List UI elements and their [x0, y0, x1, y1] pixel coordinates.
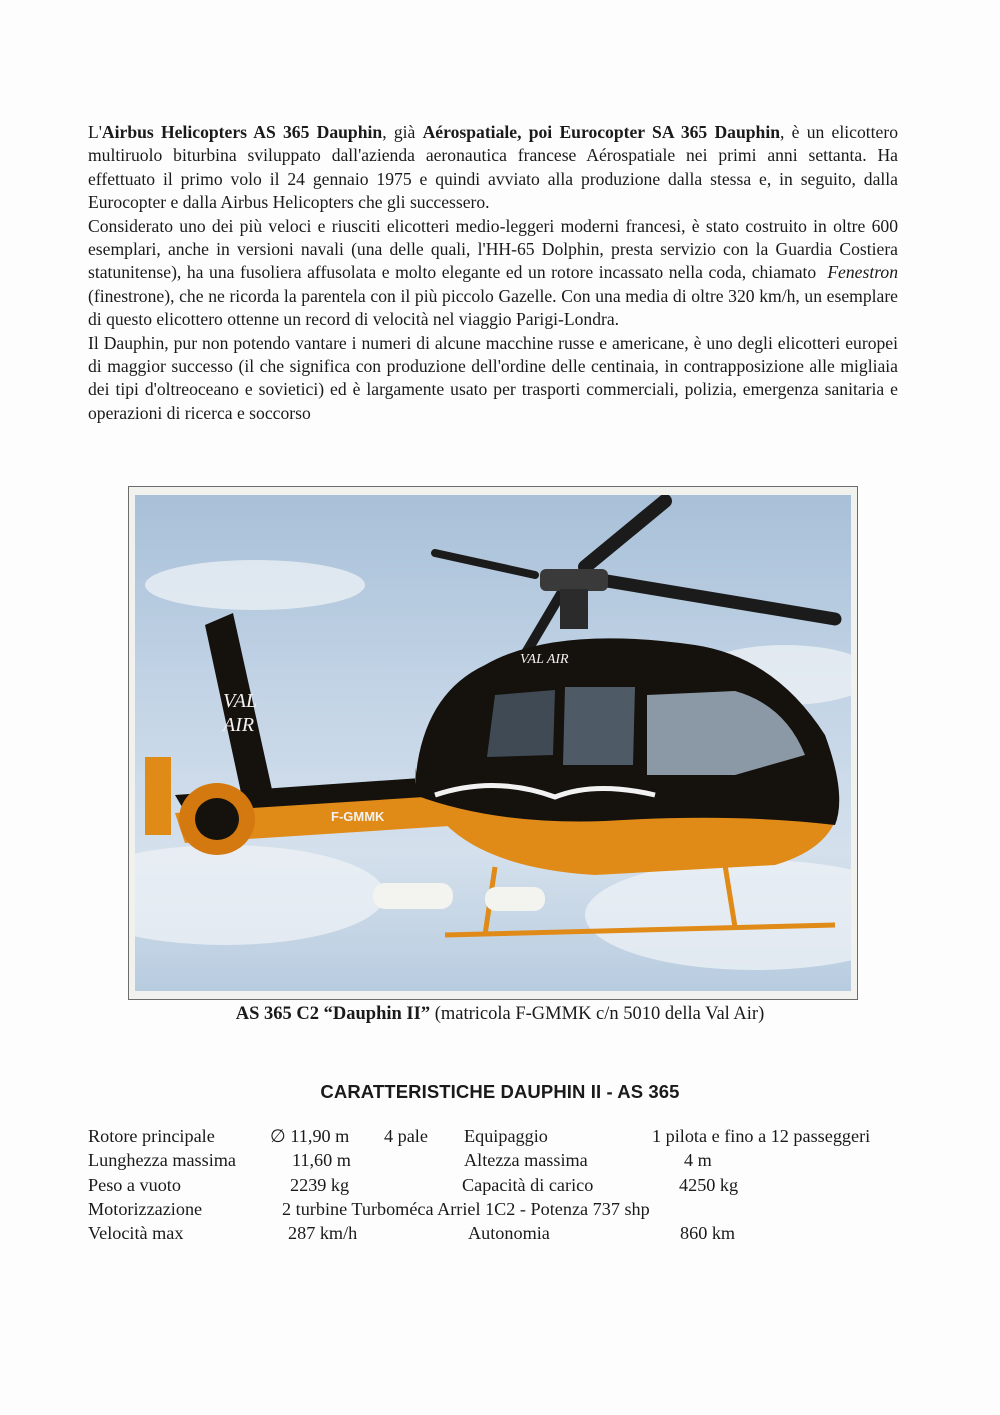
spec-value-2: 1 pilota e fino a 12 passeggeri [652, 1126, 871, 1146]
p1-rest: , è un elicottero multiruolo biturbina sviluppato dall'azienda aeronautica francese Aérospatiale nei primi anni settanta. Ha effettuato il primo volo il 24 gennaio 1975 e quindi avviato alla produzione dalla stessa e, in seguito, dalla Eurocopter e dalla Airbus Helicopters che gli successero. [88, 122, 898, 213]
spec-label-2: Altezza massima [464, 1150, 588, 1170]
spec-label-2: Equipaggio [464, 1126, 548, 1146]
paragraph-1 [88, 121, 898, 215]
model-name: Airbus Helicopters AS 365 Dauphin [101, 122, 383, 142]
paragraph-2 [88, 215, 903, 332]
spec-row [0, 1126, 1000, 1150]
helicopter-illustration [135, 495, 851, 991]
spec-label: Lunghezza massima [88, 1150, 236, 1170]
spec-value-2: 4250 kg [679, 1175, 739, 1195]
helicopter-photo [135, 495, 851, 991]
photo-frame [128, 486, 858, 1000]
cabin-door-window [563, 687, 635, 765]
specs-title: CARATTERISTICHE DAUPHIN II - AS 365 [320, 1081, 680, 1102]
tail-livery-line2: AIR [223, 714, 255, 736]
spec-extra: 4 pale [384, 1126, 428, 1146]
rotor-mast [560, 589, 588, 629]
spec-label: Rotore principale [88, 1126, 215, 1146]
tail-fin [205, 613, 275, 811]
spec-label-2: Capacità di carico [462, 1175, 594, 1195]
registration-mark: F-GMMK [331, 809, 385, 824]
spec-row [0, 1150, 1000, 1174]
caption-details: (matricola F-GMMK c/n 5010 della Val Air) [430, 1004, 765, 1024]
p1-prefix: L' [88, 122, 102, 142]
spec-value-2: 860 km [680, 1223, 736, 1243]
paragraph-3: Il Dauphin, pur non potendo vantare i numeri di alcune macchine russe e americane, è uno degli elicotteri europei di maggior successo (il che significa con produzione dell'ordine delle centinaia, in contrapposizione alle migliaia dei tipi d'oltreoceano e sovietici) ed è largamente usato per trasporti commerciali, polizia, emergenza sanitaria e operazioni di ricerca e soccorso [88, 332, 898, 423]
rotor-hub [540, 569, 608, 591]
photo-caption [0, 1004, 1000, 1025]
spec-label-2: Autonomia [468, 1223, 550, 1243]
float-pack-rear [373, 883, 453, 909]
article-body [88, 121, 903, 425]
spec-value: 11,60 m [292, 1150, 351, 1170]
caption-model: AS 365 C2 “Dauphin II” [235, 1004, 431, 1024]
p1-mid: , già [382, 122, 423, 142]
spec-value: 287 km/h [288, 1223, 358, 1243]
cowling-livery: VAL AIR [520, 652, 569, 667]
former-names: Aérospatiale, poi Eurocopter SA 365 Dauphin [422, 122, 780, 142]
p2-after: (finestrone), che ne ricorda la parentela con il più piccolo Gazelle. Con una media di oltre 320 km/h, un esemplare di questo elicottero ottenne un record di velocità nel viaggio Parigi-Londra. [88, 285, 898, 330]
fenestron-term: Fenestron [827, 262, 898, 283]
tail-stabilizer [145, 757, 171, 835]
spec-row [0, 1199, 1000, 1223]
spec-value-2: 4 m [684, 1150, 712, 1170]
spec-value: 2239 kg [290, 1175, 350, 1195]
spec-row [0, 1175, 1000, 1199]
spec-label: Motorizzazione [88, 1199, 203, 1219]
spec-label: Velocità max [88, 1223, 184, 1243]
p2-before: Considerato uno dei più veloci e riusciti elicotteri medio-leggeri moderni francesi, è stato costruito in oltre 600 esemplari, anche in versioni navali (una delle quali, l'HH-65 Dolphin, presta servizio con la Guardia Costiera statunitense), ha una fusoliera affusolata e molto elegante ed un rotore incassato nella coda, chiamato [88, 215, 903, 283]
float-pack-mid [485, 887, 545, 911]
spec-value: 2 turbine Turboméca Arriel 1C2 - Potenza 737 shp [282, 1199, 650, 1219]
tail-livery-line1: VAL [223, 690, 258, 712]
cabin-window [487, 690, 555, 757]
spec-label: Peso a vuoto [88, 1175, 181, 1195]
spec-value: ∅ 11,90 m [270, 1126, 350, 1146]
spec-row [0, 1223, 1000, 1247]
